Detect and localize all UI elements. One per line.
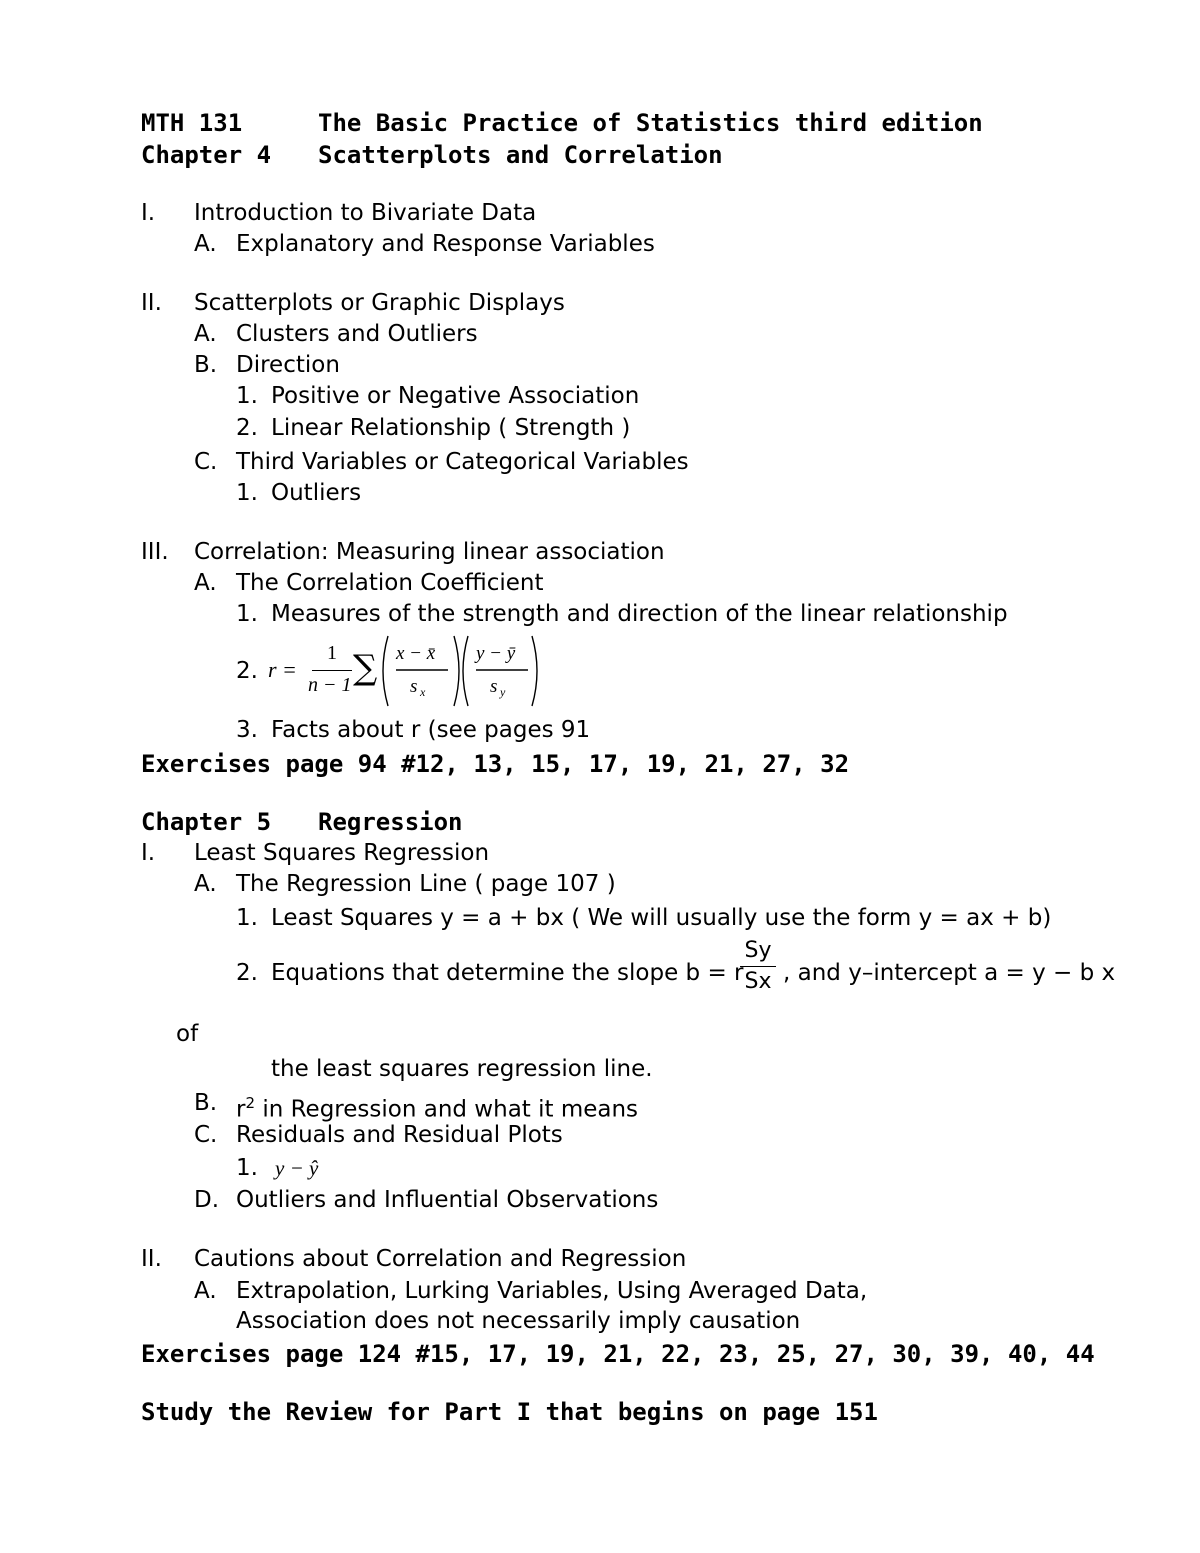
ch4-IIB2-text: Linear Relationship ( Strength ) xyxy=(271,415,631,441)
correlation-formula xyxy=(268,630,548,710)
ch4-IIIA1-num: 1. xyxy=(236,601,258,627)
ch5-IIA-text: Extrapolation, Lurking Variables, Using Averaged Data, xyxy=(236,1278,868,1304)
ch5-I-num: I. xyxy=(141,840,156,866)
ch5-IA1-num: 1. xyxy=(236,905,258,931)
ch4-IIIA2-num: 2. xyxy=(236,658,258,684)
ch5-continuation: the least squares regression line. xyxy=(271,1056,653,1082)
ch5-IA-num: A. xyxy=(194,871,217,897)
chapter5-title: Regression xyxy=(318,808,463,836)
slope-fraction-num: Sy xyxy=(744,938,772,963)
ch4-IIC1-text: Outliers xyxy=(271,480,362,506)
ch5-IA-text: The Regression Line ( page 107 ) xyxy=(236,871,616,897)
ch5-II-text: Cautions about Correlation and Regression xyxy=(194,1246,687,1272)
ch4-I-text: Introduction to Bivariate Data xyxy=(194,200,537,226)
ch4-III-text: Correlation: Measuring linear association xyxy=(194,539,665,565)
ch5-IC1-formula: y − ŷ xyxy=(275,1156,319,1180)
ch5-IIA-num: A. xyxy=(194,1278,217,1304)
ch5-IB-sup: 2 xyxy=(245,1094,256,1112)
slope-fraction-den: Sx xyxy=(744,969,772,994)
ch4-IIIA-num: A. xyxy=(194,570,217,596)
ch4-II-num: II. xyxy=(141,290,162,316)
ch5-IB-rest: in Regression and what it means xyxy=(255,1096,639,1123)
ch5-IC-num: C. xyxy=(194,1122,218,1148)
ch4-IIC-num: C. xyxy=(194,449,218,475)
formula-one: 1 xyxy=(327,642,337,664)
formula-x-subscript: x xyxy=(420,685,426,699)
ch4-III-num: III. xyxy=(141,539,169,565)
ch5-IA2-text: Equations that determine the slope b = r xyxy=(271,960,744,986)
ch4-IIC1-num: 1. xyxy=(236,480,258,506)
formula-den: n − 1 xyxy=(308,674,352,696)
course-code: MTH 131 xyxy=(141,109,243,137)
chapter5-label: Chapter 5 xyxy=(141,808,272,836)
ch4-IA-text: Explanatory and Response Variables xyxy=(236,231,655,257)
formula-lhs: r = xyxy=(268,657,297,682)
ch5-IA1-text: Least Squares y = a + bx ( We will usually use the form y = ax + b) xyxy=(271,905,1052,931)
ch5-IB-r: r xyxy=(236,1096,246,1123)
chapter4-title: Scatterplots and Correlation xyxy=(318,141,723,169)
ch5-IA2-num: 2. xyxy=(236,960,258,986)
ch4-I-num: I. xyxy=(141,200,156,226)
ch5-ID-num: D. xyxy=(194,1187,220,1213)
ch4-IIIA1-text: Measures of the strength and direction of the linear relationship xyxy=(271,601,1008,627)
ch4-IIA-text: Clusters and Outliers xyxy=(236,321,478,347)
ch5-IA2-tail: , and y–intercept a = y − b x xyxy=(783,960,1116,986)
ch4-IIB-num: B. xyxy=(194,352,218,378)
ch4-exercises: Exercises page 94 #12, 13, 15, 17, 19, 21, 27, 32 xyxy=(141,750,850,778)
ch5-IB-num: B. xyxy=(194,1090,218,1116)
ch5-IC1-num: 1. xyxy=(236,1155,258,1181)
ch4-IIB1-num: 1. xyxy=(236,383,258,409)
ch4-IIB1-text: Positive or Negative Association xyxy=(271,383,640,409)
ch4-IIC-text: Third Variables or Categorical Variables xyxy=(236,449,689,475)
slope-fraction-bar xyxy=(740,966,776,967)
book-title: The Basic Practice of Statistics third edition xyxy=(318,109,983,137)
slope-fraction xyxy=(740,938,776,995)
formula-y-denominator: s xyxy=(490,676,498,697)
ch4-IIIA3-num: 3. xyxy=(236,717,258,743)
sigma-symbol: ∑ xyxy=(353,648,378,688)
ch5-of: of xyxy=(176,1021,199,1047)
chapter4-label: Chapter 4 xyxy=(141,141,272,169)
ch4-IIIA-text: The Correlation Coefficient xyxy=(236,570,544,596)
ch4-IIB-text: Direction xyxy=(236,352,340,378)
ch5-IB-text xyxy=(236,1089,638,1124)
formula-y-subscript: y xyxy=(500,685,506,699)
ch4-IA-num: A. xyxy=(194,231,217,257)
ch5-IIA-continuation: Association does not necessarily imply causation xyxy=(236,1308,801,1334)
ch4-IIA-num: A. xyxy=(194,321,217,347)
formula-x-denominator: s xyxy=(410,676,418,697)
formula-fraction-bar xyxy=(312,670,352,671)
ch5-exercises: Exercises page 124 #15, 17, 19, 21, 22, 23, 25, 27, 30, 39, 40, 44 xyxy=(141,1340,1095,1368)
formula-y-numerator: y − ȳ xyxy=(476,643,516,664)
ch4-IIB2-num: 2. xyxy=(236,415,258,441)
ch5-I-text: Least Squares Regression xyxy=(194,840,490,866)
ch4-II-text: Scatterplots or Graphic Displays xyxy=(194,290,565,316)
ch5-IC-text: Residuals and Residual Plots xyxy=(236,1122,563,1148)
ch5-II-num: II. xyxy=(141,1246,162,1272)
ch4-IIIA3-text: Facts about r (see pages 91 xyxy=(271,717,591,743)
ch5-ID-text: Outliers and Influential Observations xyxy=(236,1187,659,1213)
study-note: Study the Review for Part I that begins on page 151 xyxy=(141,1398,878,1426)
formula-x-numerator: x − x̄ xyxy=(396,643,436,664)
